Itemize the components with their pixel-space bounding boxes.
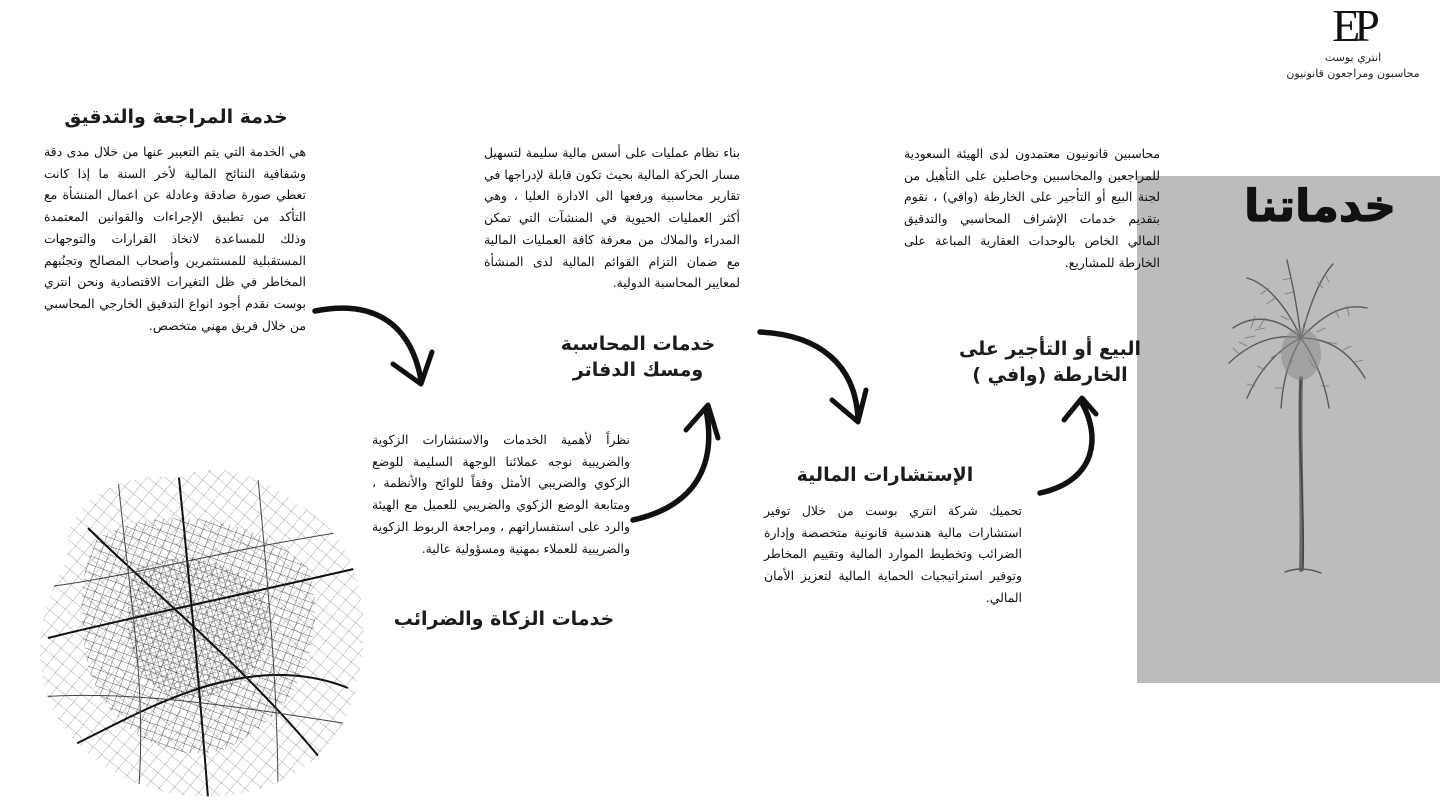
- brand-name: انتري بوست: [1324, 51, 1382, 64]
- audit-text: هي الخدمة التي يتم التعبير عنها من خلال مدى دقة وشفافية النتائج المالية لأخر السنة ما إذا كانت تعطي صورة صادقة وعادلة عن اعمال المنشأة مع التأكد من تطبيق الإجراءات والقوانين المعتمدة وذلك للمساعدة لاتخاذ القرارات والتوجهات المستقبلية للمستثمرين وأصحاب المصالح وتجنُبهم المخاطر في ظل التغيرات الاقتصادية ونحن انتري بوست نقدم أجود انواع التدقيق الخارجي المحاسبي من خلال فريق مهني متخصص.: [44, 144, 306, 333]
- brand-tagline: محاسبون ومراجعون قانونيون: [1286, 67, 1420, 80]
- page-title: خدماتنا: [1244, 181, 1396, 232]
- city-map-image: [28, 448, 374, 800]
- financial-text: تحميك شركة انتري بوست من خلال توفير استشارات مالية هندسية قانونية متخصصة وإدارة الضرائب وتخطيط الموارد المالية وتقييم المخاطر وتوفير استراتيجيات الحماية المالية لتعزيز الأمان المالي.: [764, 503, 1022, 605]
- zakat-title: خدمات الزكاة والضرائب: [393, 608, 615, 630]
- logo-mark: EP: [1332, 0, 1374, 51]
- wafi-text: محاسبين قانونيون معتمدون لدى الهيئة السعودية للمراجعين والمحاسبين وحاصلين على التأهيل من لجنة البيع أو التأجير على الخارطة (وافي) ، نقوم بتقديم خدمات الإشراف المحاسبي والتدقيق المالي الخاص بالوحدات العقارية المباعة على الخارطة للمشاريع.: [904, 146, 1160, 270]
- zakat-text: نظراً لأهمية الخدمات والاستشارات الزكوية والضريبية نوجه عملائنا الوجهة السليمة للوضع الزكوي والضريبي الأمثل وفقاً للوائح والأنظمة ، ومتابعة الوضع الزكوي والضريبي للعميل مع الهيئة والرد على استفساراتهم ، ومراجعة الربوط الزكوية والضريبية للعملاء بمهنية ومسؤولية عالية.: [372, 432, 630, 556]
- audit-title: خدمة المراجعة والتدقيق: [64, 106, 288, 128]
- accounting-text: بناء نظام عمليات على أسس مالية سليمة لتسهيل مسار الحركة المالية بحيث تكون قابلة لإدراجها في تقارير محاسبية ورفعها الى الادارة العليا ، وهي أكثر العمليات الحيوية في المنشآت التي تمكن المدراء والملاك من معرفة كافة العمليات المالية مع ضمان التزام القوائم المالية لدى المنشأة لمعايير المحاسبة الدولية.: [484, 145, 740, 291]
- wafi-title-line2: الخارطة (وافي ): [972, 364, 1128, 386]
- accounting-title-line2: ومسك الدفاتر: [572, 359, 704, 381]
- financial-title: الإستشارات المالية: [796, 464, 974, 486]
- wafi-title-line1: البيع أو التأجير على: [958, 338, 1142, 360]
- accounting-title-line1: خدمات المحاسبة: [560, 333, 716, 355]
